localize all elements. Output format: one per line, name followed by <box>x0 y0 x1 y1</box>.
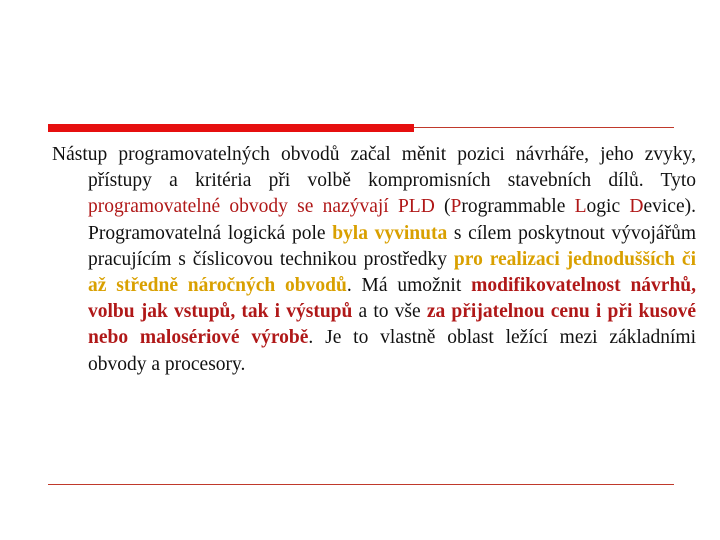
emphasis-run: modifikovatelnost návrhů, volbu jak vstupů, tak i výstupů <box>88 275 697 323</box>
text-run: a to vše <box>352 301 427 323</box>
acronym-letter: D <box>629 196 644 218</box>
text-run: rogrammable <box>461 196 575 218</box>
emphasis-run: byla vyvinuta <box>332 222 448 244</box>
text-run: ( <box>434 196 451 218</box>
emphasis-run: za přijatelnou cenu i při kusové nebo malosériové výrobě <box>88 301 696 349</box>
text-run: . Je to vlastně oblast ležící mezi základními obvody a procesory. <box>88 327 696 375</box>
text-run: . Má umožnit <box>346 275 472 297</box>
acronym-letter: P <box>450 196 462 218</box>
text-run: Nástup programovatelných obvodů začal měnit pozici návrháře, jeho zvyky, přístupy a kritéria při volbě kompromisních stavebních dílů. Tyto <box>52 144 696 192</box>
text-run: s cílem poskytnout vývojářům pracujícím s číslicovou technikou prostředky <box>88 222 696 270</box>
emphasis-run: pro realizaci jednodušších či až středně náročných obvodů <box>88 248 696 297</box>
highlight-run: programovatelné obvody se nazývají PLD <box>88 196 435 218</box>
bottom-divider <box>48 484 674 485</box>
acronym-letter: L <box>574 196 587 218</box>
top-divider-accent-bar <box>48 124 414 132</box>
text-run: ogic <box>586 196 630 218</box>
body-paragraph <box>52 142 696 378</box>
text-run: evice). Programovatelná logická pole <box>88 196 696 244</box>
top-divider <box>48 124 674 132</box>
